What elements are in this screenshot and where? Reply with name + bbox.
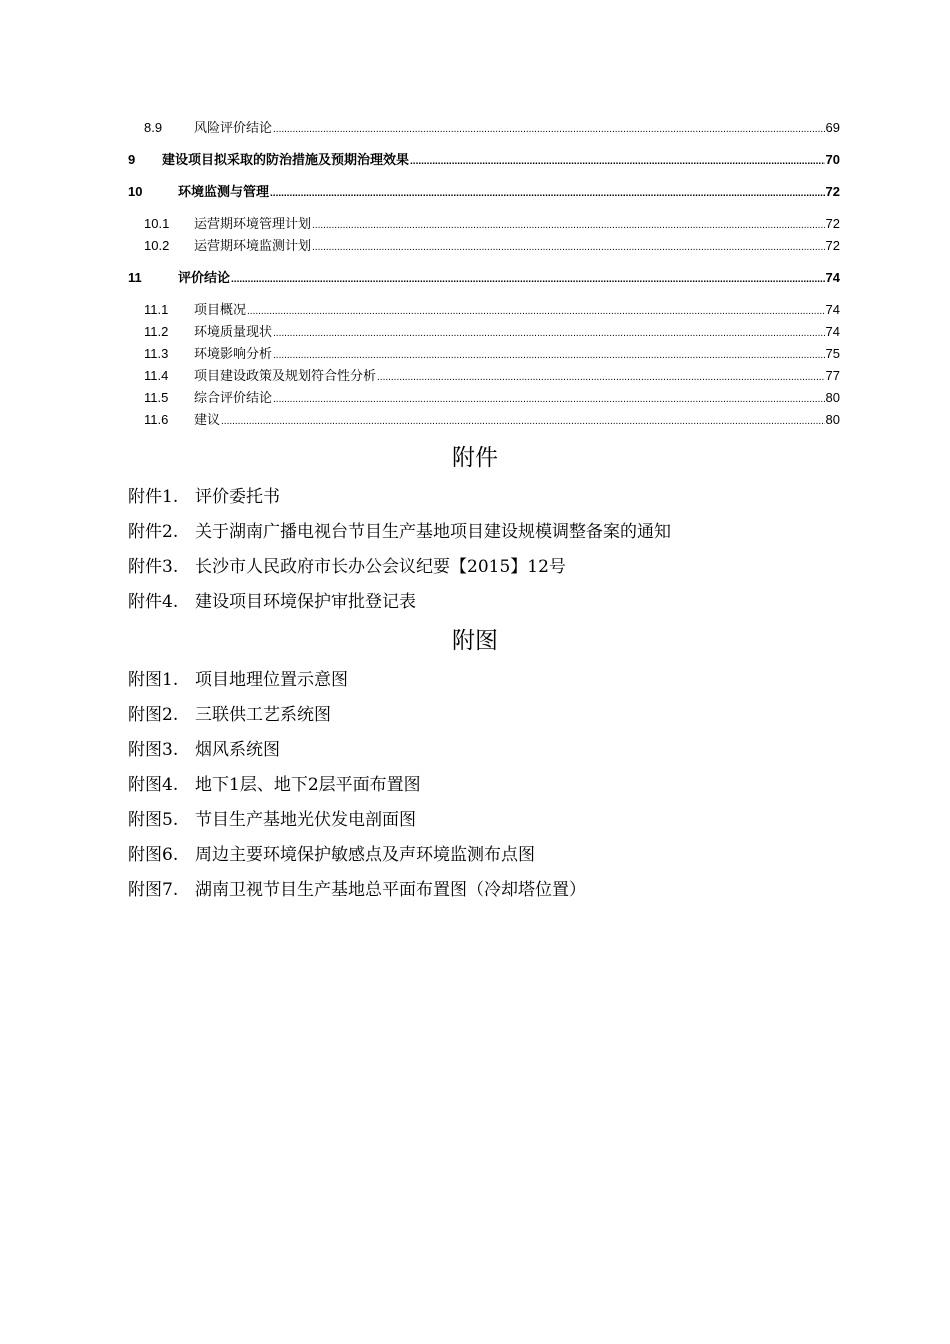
toc-entry-11-2[interactable]	[128, 322, 840, 344]
figure-label: 附图2.	[128, 705, 179, 725]
toc-entry-title: 建议	[194, 412, 221, 427]
toc-entry-number: 11.1	[144, 302, 169, 317]
toc-entry-page: 74	[825, 270, 840, 285]
attachments-list	[128, 477, 671, 617]
toc-leader-dots	[273, 346, 825, 366]
toc-entry-number: 11.2	[144, 324, 169, 339]
figure-item	[128, 835, 586, 870]
attachments-heading: 附件	[452, 445, 498, 471]
toc-entry-10[interactable]	[128, 182, 840, 204]
toc-entry-number: 11.3	[144, 346, 169, 361]
toc-entry-number: 8.9	[144, 120, 163, 135]
toc-leader-dots	[231, 270, 825, 290]
figure-item	[128, 765, 586, 800]
toc-entry-page: 72	[825, 184, 840, 199]
attachment-label: 附件4.	[128, 592, 179, 612]
toc-entry-9[interactable]	[128, 150, 840, 172]
figure-item	[128, 695, 586, 730]
toc-leader-dots	[377, 368, 825, 388]
figure-label: 附图5.	[128, 810, 179, 830]
toc-entry-page: 77	[825, 368, 840, 383]
toc-entry-title: 运营期环境管理计划	[194, 216, 312, 231]
toc-entry-8-9[interactable]	[128, 118, 840, 140]
toc-entry-title: 项目概况	[194, 302, 247, 317]
toc-entry-10-1[interactable]	[128, 214, 840, 236]
figure-label: 附图3.	[128, 740, 179, 760]
figure-label: 附图1.	[128, 670, 179, 690]
toc-leader-dots	[247, 302, 825, 322]
toc-entry-page: 80	[825, 412, 840, 427]
figure-item	[128, 870, 586, 905]
toc-entry-number: 9	[128, 152, 136, 167]
toc-entry-page: 69	[825, 120, 840, 135]
toc-entry-number: 11.6	[144, 412, 169, 427]
toc-entry-page: 75	[825, 346, 840, 361]
toc-leader-dots	[273, 390, 825, 410]
attachment-label: 附件1.	[128, 487, 179, 507]
toc-entry-title: 环境影响分析	[194, 346, 273, 361]
toc-entry-page: 80	[825, 390, 840, 405]
attachment-text: 评价委托书	[195, 487, 280, 507]
attachment-text: 建设项目环境保护审批登记表	[195, 592, 416, 612]
attachment-item	[128, 582, 671, 617]
toc-entry-title: 评价结论	[178, 270, 231, 285]
toc-leader-dots	[273, 120, 825, 140]
attachment-label: 附件2.	[128, 522, 179, 542]
toc-leader-dots	[312, 216, 825, 236]
toc-entry-title: 建设项目拟采取的防治措施及预期治理效果	[162, 152, 410, 167]
attachment-item	[128, 512, 671, 547]
figure-item	[128, 800, 586, 835]
toc-entry-page: 74	[825, 324, 840, 339]
figure-text: 周边主要环境保护敏感点及声环境监测布点图	[195, 845, 535, 865]
attachment-item	[128, 547, 671, 582]
toc-entry-number: 11.4	[144, 368, 169, 383]
attachment-text: 关于湖南广播电视台节目生产基地项目建设规模调整备案的通知	[195, 522, 671, 542]
toc-entry-title: 综合评价结论	[194, 390, 273, 405]
figure-text: 烟风系统图	[195, 740, 280, 760]
toc-entry-title: 项目建设政策及规划符合性分析	[194, 368, 377, 383]
figures-list	[128, 660, 586, 905]
figure-text: 三联供工艺系统图	[195, 705, 331, 725]
toc-leader-dots	[410, 152, 825, 172]
attachment-label: 附件3.	[128, 557, 179, 577]
toc-entry-number: 10.1	[144, 216, 170, 231]
figures-heading: 附图	[452, 628, 498, 654]
toc-entry-11-6[interactable]	[128, 410, 840, 432]
toc-entry-title: 风险评价结论	[194, 120, 273, 135]
figure-item	[128, 660, 586, 695]
toc-entry-title: 运营期环境监测计划	[194, 238, 312, 253]
attachment-item	[128, 477, 671, 512]
toc-entry-11-1[interactable]	[128, 300, 840, 322]
figure-text: 节目生产基地光伏发电剖面图	[195, 810, 416, 830]
toc-entry-title: 环境监测与管理	[178, 184, 270, 199]
toc-entry-page: 72	[825, 238, 840, 253]
toc-entry-11-5[interactable]	[128, 388, 840, 410]
toc-entry-number: 11.5	[144, 390, 169, 405]
toc-entry-page: 74	[825, 302, 840, 317]
figure-item	[128, 730, 586, 765]
figure-label: 附图7.	[128, 880, 179, 900]
toc-leader-dots	[312, 238, 825, 258]
table-of-contents	[128, 118, 840, 432]
toc-entry-11-4[interactable]	[128, 366, 840, 388]
toc-entry-number: 10	[128, 184, 143, 199]
toc-leader-dots	[270, 184, 825, 204]
toc-entry-number: 11	[128, 270, 142, 285]
figure-text: 湖南卫视节目生产基地总平面布置图（冷却塔位置）	[195, 880, 586, 900]
toc-leader-dots	[273, 324, 825, 344]
toc-entry-title: 环境质量现状	[194, 324, 273, 339]
figure-text: 项目地理位置示意图	[195, 670, 348, 690]
toc-leader-dots	[221, 412, 825, 432]
toc-entry-11-3[interactable]	[128, 344, 840, 366]
figure-text: 地下1层、地下2层平面布置图	[195, 775, 421, 795]
figure-label: 附图6.	[128, 845, 179, 865]
toc-entry-11[interactable]	[128, 268, 840, 290]
figure-label: 附图4.	[128, 775, 179, 795]
toc-entry-number: 10.2	[144, 238, 170, 253]
toc-entry-page: 72	[825, 216, 840, 231]
toc-entry-page: 70	[825, 152, 840, 167]
attachment-text: 长沙市人民政府市长办公会议纪要【2015】12号	[195, 557, 566, 577]
toc-entry-10-2[interactable]	[128, 236, 840, 258]
